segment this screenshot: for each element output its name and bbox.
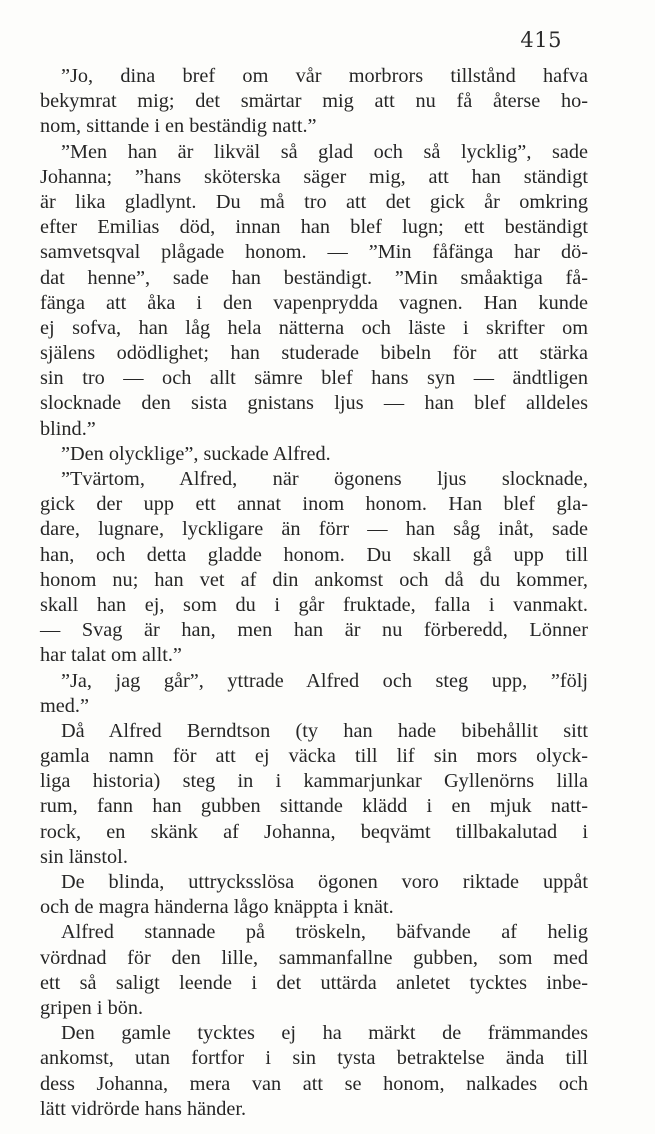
text-line: ett så saligt leende i det uttärda anletet tycktes inbe-: [40, 971, 588, 994]
text-line: blind.”: [40, 417, 96, 440]
text-line: rock, en skänk af Johanna, beqvämt tillbakalutad i: [40, 820, 588, 843]
text-line: vördnad för den lille, sammanfallne gubben, som med: [40, 946, 588, 969]
text-line: dare, lugnare, lyckligare än förr — han såg inåt, sade: [40, 518, 588, 541]
text-line: med.”: [40, 694, 89, 717]
text-line: lätt vidrörde hans händer.: [40, 1097, 247, 1120]
text-line: samvetsqval plågade honom. — ”Min fåfänga har dö-: [40, 241, 588, 264]
text-line: dess Johanna, mera van att se honom, nalkades och: [40, 1072, 588, 1095]
text-line: slocknade den sista gnistans ljus — han blef alldeles: [40, 392, 588, 415]
text-line: han, och detta gladde honom. Du skall gå upp till: [40, 543, 588, 566]
text-line: liga historia) steg in i kammarjunkar Gyllenörns lilla: [40, 770, 588, 793]
text-line: sin tro — och allt sämre blef hans syn — ändtligen: [40, 367, 588, 390]
text-line: ej sofva, han låg hela nätterna och läste i skrifter om: [40, 316, 588, 339]
text-line: ”Tvärtom, Alfred, när ögonens ljus slocknade,: [61, 468, 588, 490]
text-line: ankomst, utan fortfor i sin tysta betraktelse ända till: [40, 1047, 588, 1070]
text-line: dat henne”, sade han beständigt. ”Min småaktiga få-: [40, 266, 588, 289]
text-line: bekymrat mig; det smärtar mig att nu få återse ho-: [40, 90, 588, 113]
text-line: skall han ej, som du i går fruktade, falla i vanmakt.: [40, 593, 588, 616]
text-line: ”Ja, jag går”, yttrade Alfred och steg upp, ”följ: [61, 669, 588, 692]
text-line: gick der upp ett annat inom honom. Han blef gla-: [40, 493, 588, 516]
text-line: fänga att åka i den vapenprydda vagnen. Han kunde: [40, 291, 588, 314]
text-line: Alfred stannade på tröskeln, bäfvande af helig: [61, 921, 588, 944]
text-line: rum, fann han gubben sittande klädd i en mjuk natt-: [40, 795, 588, 818]
text-line: — Svag är han, men han är nu förberedd, Lönner: [40, 619, 588, 642]
body-text: [40, 64, 588, 1122]
text-line: har talat om allt.”: [40, 644, 182, 667]
text-line: nom, sittande i en beständig natt.”: [40, 115, 317, 138]
page-number: 415: [520, 28, 562, 52]
text-line: ”Jo, dina bref om vår morbrors tillstånd hafva: [61, 65, 588, 87]
text-line: efter Emilias död, innan han blef lugn; ett beständigt: [40, 216, 588, 239]
text-line: gamla namn för att ej väcka till lif sin mors olyck-: [40, 745, 588, 768]
text-line: De blinda, uttrycksslösa ögonen voro riktade uppåt: [61, 871, 588, 893]
text-line: sin länstol.: [40, 845, 128, 868]
text-line: är lika gladlynt. Du må tro att det gick år omkring: [40, 190, 588, 213]
text-line: Johanna; ”hans sköterska säger mig, att han ständigt: [40, 165, 588, 188]
text-line: ”Men han är likväl så glad och så lycklig”, sade: [61, 140, 588, 163]
text-line: gripen i bön.: [40, 996, 144, 1019]
text-line: Den gamle tycktes ej ha märkt de främmandes: [61, 1022, 588, 1045]
text-line: Då Alfred Berndtson (ty han hade bibehållit sitt: [61, 719, 588, 742]
text-line: själens odödlighet; han studerade bibeln för att stärka: [40, 342, 588, 365]
text-line: och de magra händerna lågo knäppta i knät.: [40, 896, 394, 919]
text-line: honom nu; han vet af din ankomst och då du kommer,: [40, 568, 588, 591]
text-line: ”Den olycklige”, suckade Alfred.: [61, 442, 331, 465]
